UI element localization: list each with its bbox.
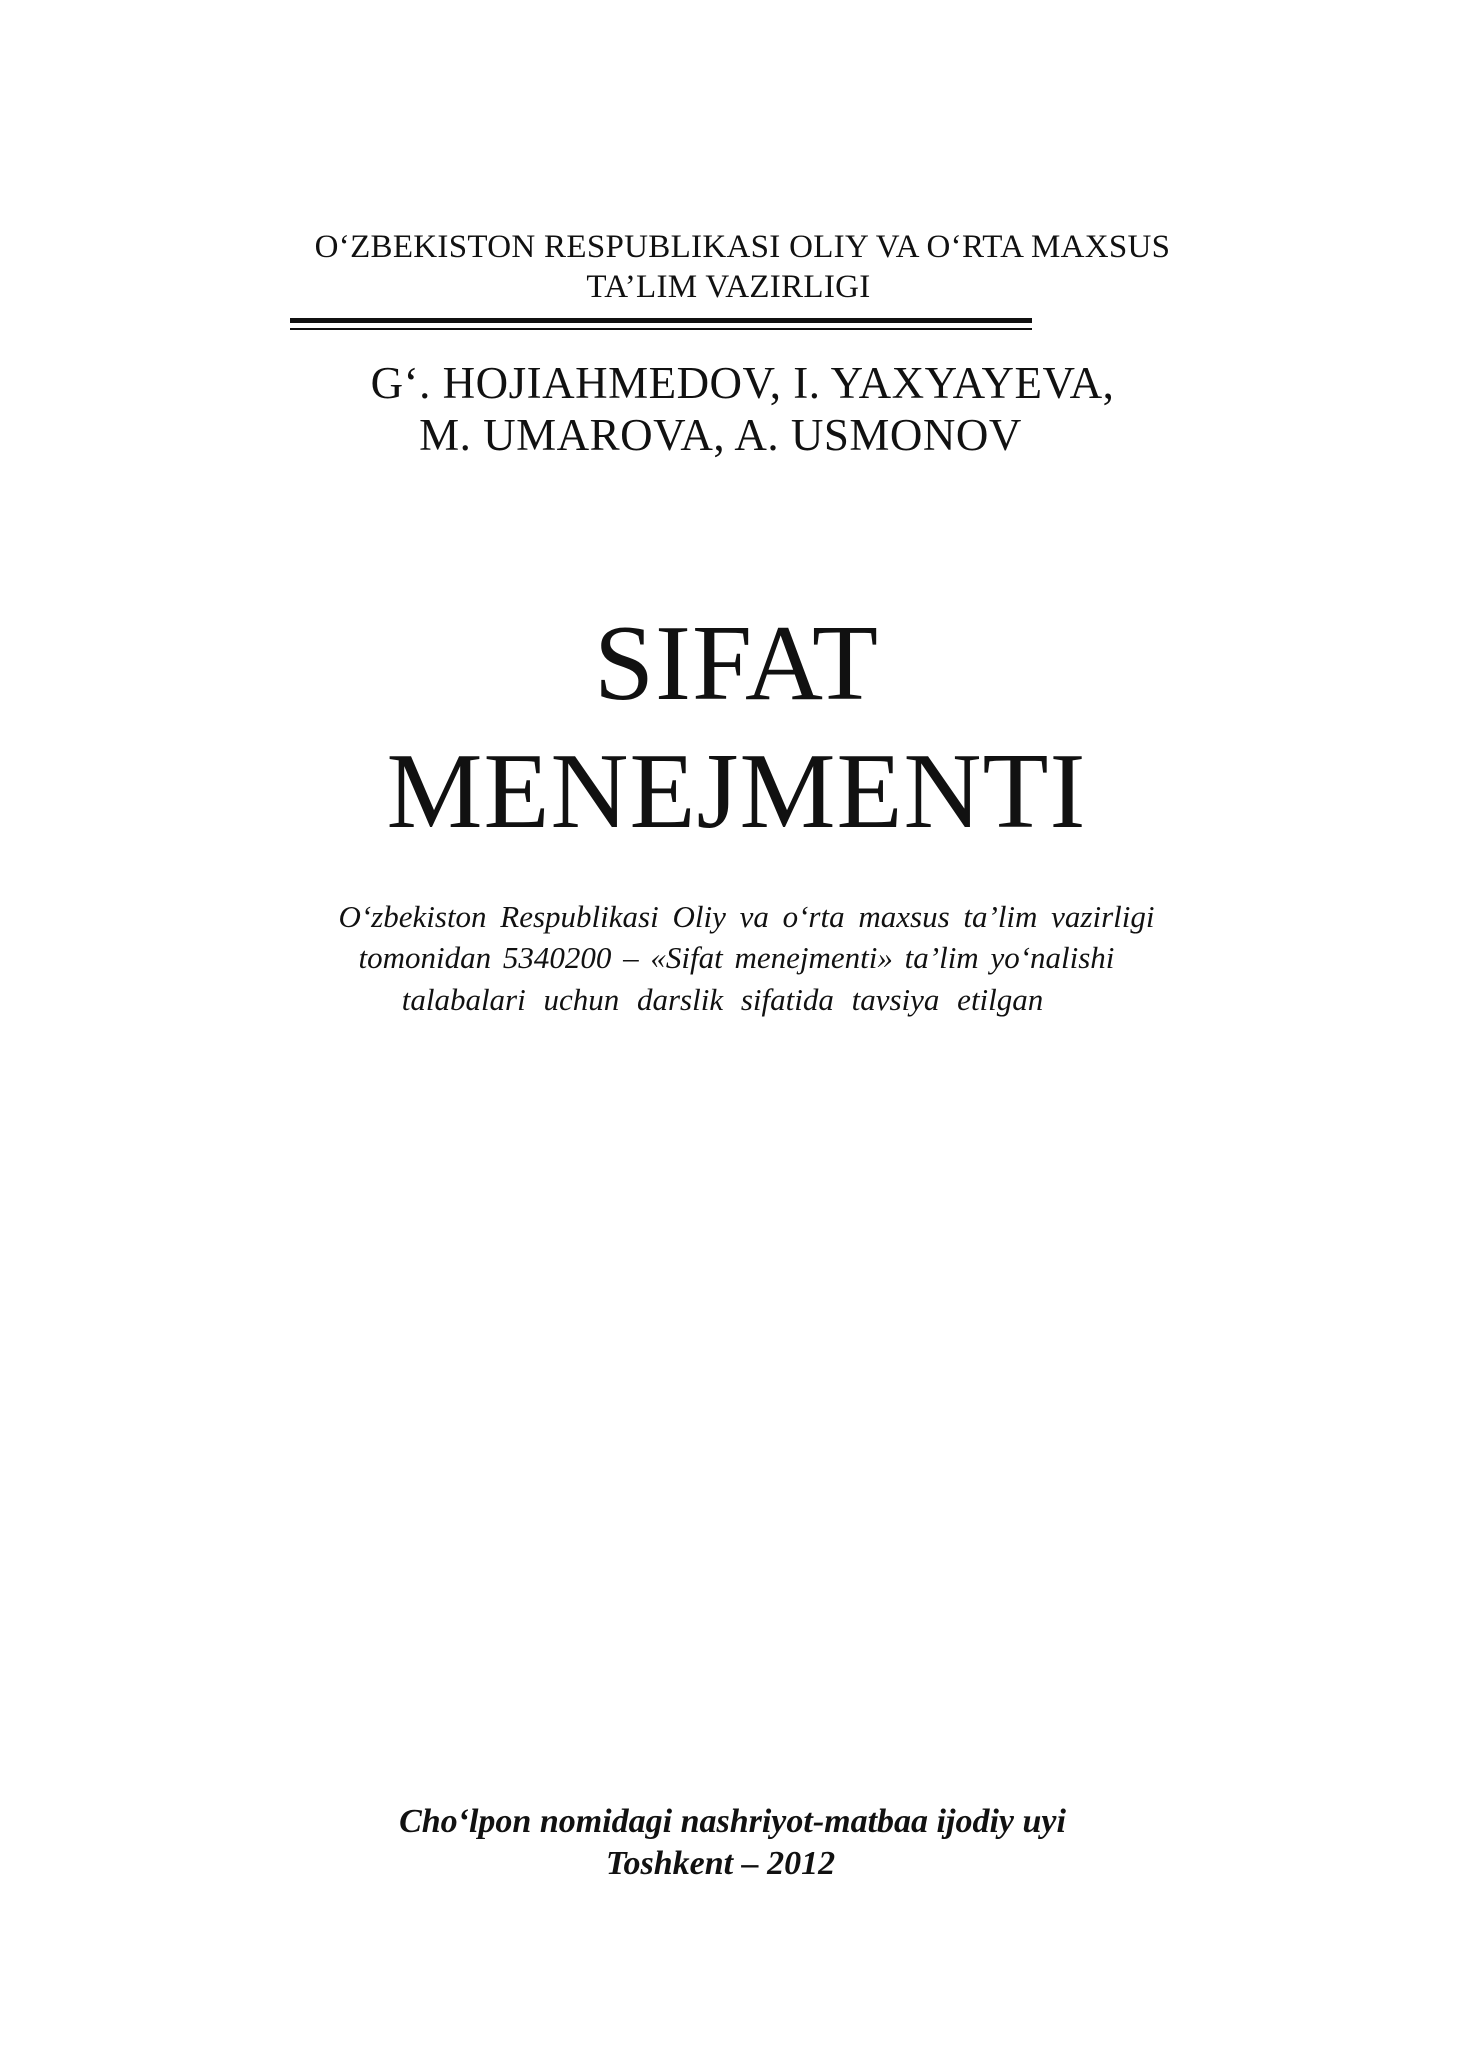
approval-note-line-2: tomonidan 5340200 – «Sifat menejmenti» ta’lim yo‘nalishi [358,940,1115,975]
ministry-name-line-1: O‘ZBEKISTON RESPUBLIKASI OLIY VA O‘RTA MAXSUS [314,229,1171,265]
header-divider-thin [290,328,1032,330]
approval-note-line-3: talabalari uchun darslik sifatida tavsiya etilgan [401,982,1044,1017]
book-title-line-2: MENEJMENTI [386,732,1087,851]
approval-note-line-1: O‘zbekiston Respublikasi Oliy va o‘rta maxsus ta’lim vazirligi [338,899,1155,934]
publisher-name: Cho‘lpon nomidagi nashriyot-matbaa ijodiy uyi [399,1803,1066,1840]
authors-line-2: M. UMAROVA, A. USMONOV [419,410,1022,460]
ministry-name-line-2: TA’LIM VAZIRLIGI [586,269,871,305]
book-title-line-1: SIFAT [593,604,880,723]
header-divider-thick [290,318,1032,323]
authors-line-1: G‘. HOJIAHMEDOV, I. YAXYAYEVA, [370,358,1115,408]
publication-place-year: Toshkent – 2012 [605,1845,836,1882]
